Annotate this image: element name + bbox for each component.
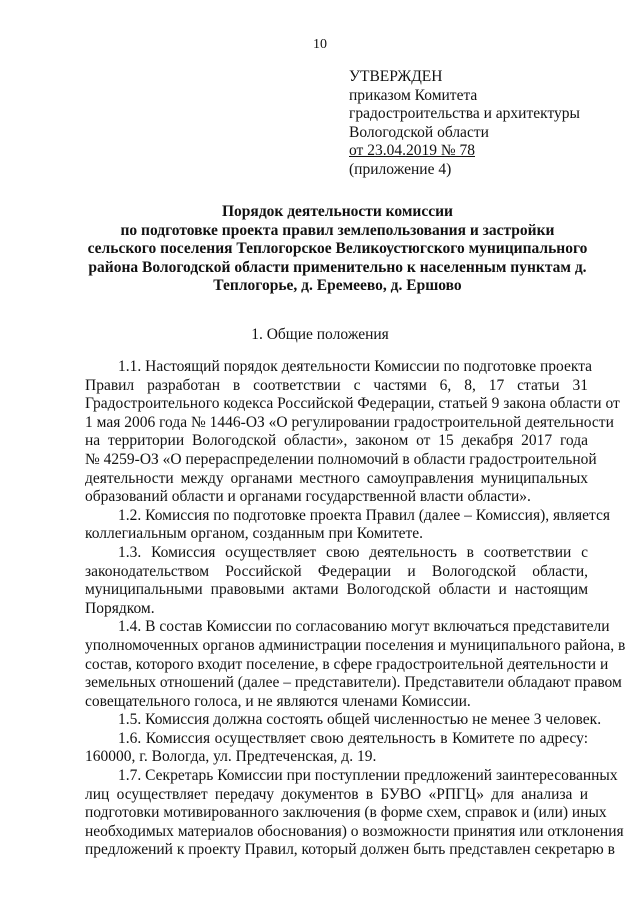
section-heading: 1. Общие положения [251,326,389,343]
text-line: состав, которого входит поселение, в сфере градостроительной деятельности и [85,655,609,673]
text-line: 1.2. Комиссия по подготовке проекта Правил (далее – Комиссия), является [118,506,610,524]
text-line: Градостроительного кодекса Российской Федерации, статьей 9 закона области от [85,395,620,413]
approval-date: от 23.04.2019 № 78 [349,142,475,160]
approval-heading: УТВЕРЖДЕН [349,68,443,85]
approval-appendix: (приложение 4) [349,160,452,178]
text-line: муниципальными правовыми актами Вологодской области и настоящим [85,581,588,599]
text-line: коллегиальным органом, созданным при Комитете. [85,525,423,543]
approval-line-2: градостроительства и архитектуры [349,105,580,123]
text-line: 1.1. Настоящий порядок деятельности Комиссии по подготовке проекта [118,358,593,375]
document-title [80,203,595,296]
text-line: совещательного голоса, и не являются членами Комиссии. [85,692,471,710]
text-line: законодательством Российской Федерации и Вологодской области, [85,562,588,580]
text-line: 1 мая 2006 года № 1446-ОЗ «О регулировании градостроительной деятельности [85,413,614,431]
approval-stamp [349,68,629,180]
text-line: предложений к проекту Правил, который должен быть представлен секретарю в [85,841,615,859]
body-text [85,358,626,860]
text-line: образований области и органами государственной власти области». [85,488,531,506]
text-line: деятельности между органами местного самоуправления муниципальных [85,469,588,487]
paragraph-1-2 [85,506,610,544]
paragraph-1-5 [85,711,602,730]
page-number: 10 [313,37,327,52]
text-line: 1.5. Комиссия должна состоять общей численностью не менее 3 человек. [118,711,602,729]
paragraph-1-3 [85,544,588,618]
text-line: подготовки мотивированного заключения (в форме схем, справок и (или) иных [85,804,607,822]
title-line-1: Порядок деятельности комиссии [222,203,453,220]
title-line-3: сельского поселения Теплогорское Великоустюгского муниципального [87,240,588,258]
text-line: земельных отношений (далее – представители). Представители обладают правом [85,674,622,692]
text-line: Правил разработан в соответствии с частями 6, 8, 17 статьи 31 [85,376,588,394]
text-line: необходимых материалов обоснования) о возможности принятия или отклонения [85,822,624,840]
paragraph-1-6 [85,730,588,767]
text-line: уполномоченных органов администрации поселения и муниципального района, в [85,636,626,654]
title-line-2: по подготовке проекта правил землепользования и застройки [120,221,555,239]
paragraph-1-7 [85,767,624,860]
text-line: Порядком. [85,599,155,617]
text-line: 1.7. Секретарь Комиссии при поступлении предложений заинтересованных [118,767,618,785]
text-line: № 4259-ОЗ «О перераспределении полномочий в области градостроительной [85,450,597,468]
approval-line-3: Вологодской области [349,123,489,141]
text-line: 1.4. В состав Комиссии по согласованию могут включаться представители [118,618,610,636]
text-line: лиц осуществляет передачу документов в БУВО «РПГЦ» для анализа и [85,785,588,803]
paragraph-1-1 [85,358,620,507]
title-line-4: района Вологодской области применительно к населенным пунктам д. [88,258,587,276]
title-line-5: Теплогорье, д. Еремеево, д. Ершово [213,277,462,295]
approval-line-1: приказом Комитета [349,86,478,104]
paragraph-1-4 [85,618,626,711]
text-line: 1.3. Комиссия осуществляет свою деятельность в соответствии с [118,543,588,561]
text-line: на территории Вологодской области», законом от 15 декабря 2017 года [85,432,588,450]
text-line: 160000, г. Вологда, ул. Предтеченская, д. 19. [85,748,377,766]
text-line: 1.6. Комиссия осуществляет свою деятельность в Комитете по адресу: [118,729,588,747]
